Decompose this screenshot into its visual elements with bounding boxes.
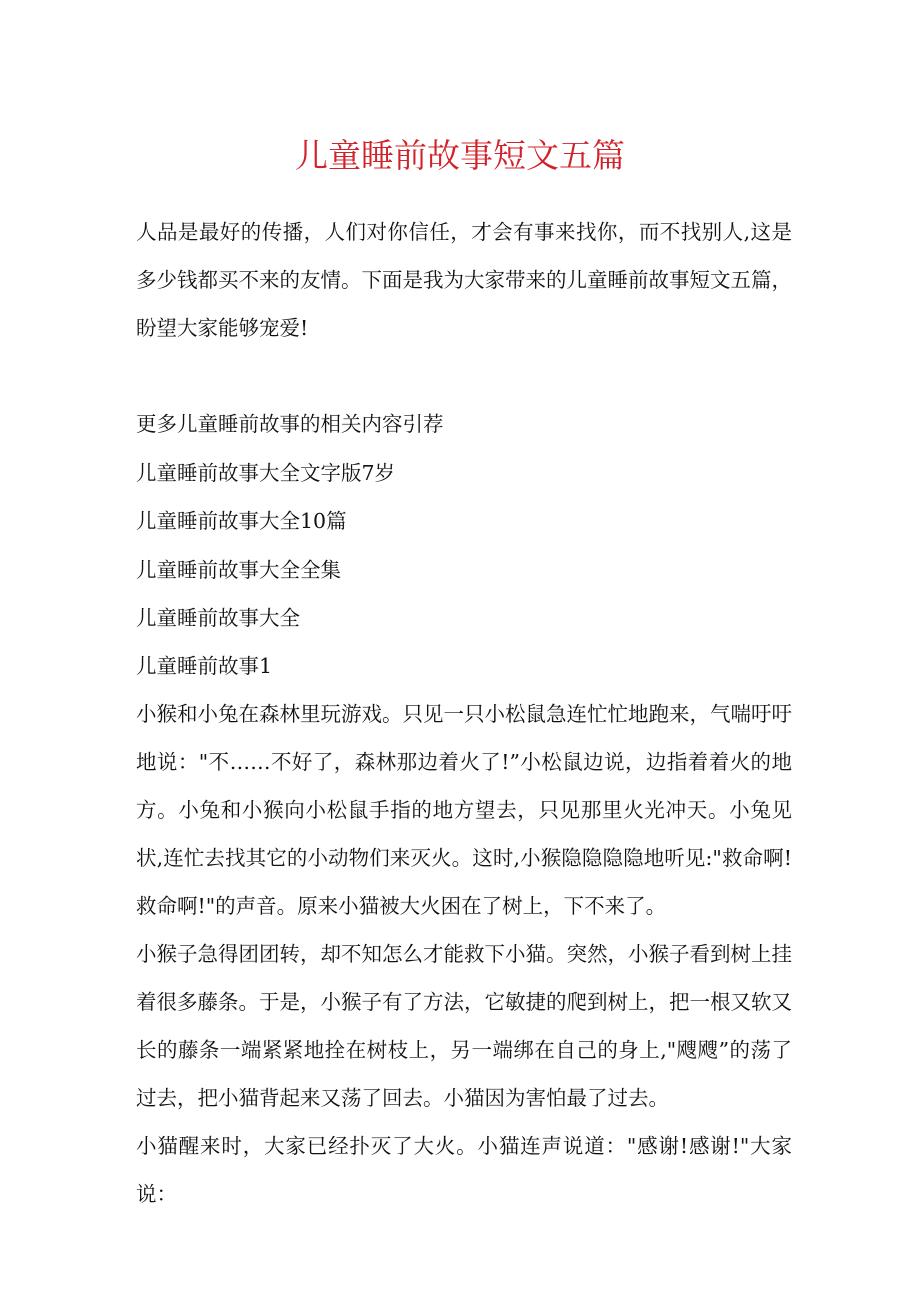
intro-paragraph: 人品是最好的传播，人们对你信任，才会有事来找你，而不找别人,这是多少钱都买不来的友情。下面是我为大家带来的儿童睡前故事短文五篇，盼望大家能够宠爱! bbox=[136, 220, 792, 340]
related-link-item[interactable]: 儿童睡前故事大全文字版7岁 bbox=[136, 460, 396, 485]
document-title: 儿童睡前故事短文五篇 bbox=[295, 136, 625, 175]
related-links-list bbox=[136, 400, 792, 643]
story-paragraph: 小猴和小兔在森林里玩游戏。只见一只小松鼠急连忙忙地跑来，气喘吁吁地说："不……不好了，森林那边着火了!”小松鼠边说，边指着着火的地方。小兔和小猴向小松鼠手指的地方望去，只见那里火光冲天。小兔见状,连忙去找其它的小动物们来灭火。这时,小猴隐隐隐隐地听见:"救命啊!救命啊!"的声音。原来小猫被大火困在了树上，下不来了。 bbox=[136, 702, 792, 918]
story-section bbox=[136, 642, 792, 1218]
related-link-item[interactable]: 儿童睡前故事大全 bbox=[136, 606, 300, 630]
story-heading: 儿童睡前故事1 bbox=[136, 654, 273, 678]
related-link-item[interactable]: 儿童睡前故事大全全集 bbox=[136, 557, 341, 582]
story-paragraph: 小猫醒来时，大家已经扑灭了大火。小猫连声说道："感谢!感谢!"大家说： bbox=[136, 1134, 792, 1206]
related-link-item[interactable]: 儿童睡前故事大全10篇 bbox=[136, 509, 347, 533]
related-links-heading: 更多儿童睡前故事的相关内容引荐 bbox=[136, 412, 444, 436]
story-paragraph: 小猴子急得团团转，却不知怎么才能救下小猫。突然，小猴子看到树上挂着很多藤条。于是，小猴子有了方法，它敏捷的爬到树上，把一根又软又长的藤条一端紧紧地拴在树枝上，另一端绑在自己的身上,"飕飕”的荡了过去，把小猫背起来又荡了回去。小猫因为害怕最了过去。 bbox=[136, 942, 792, 1110]
